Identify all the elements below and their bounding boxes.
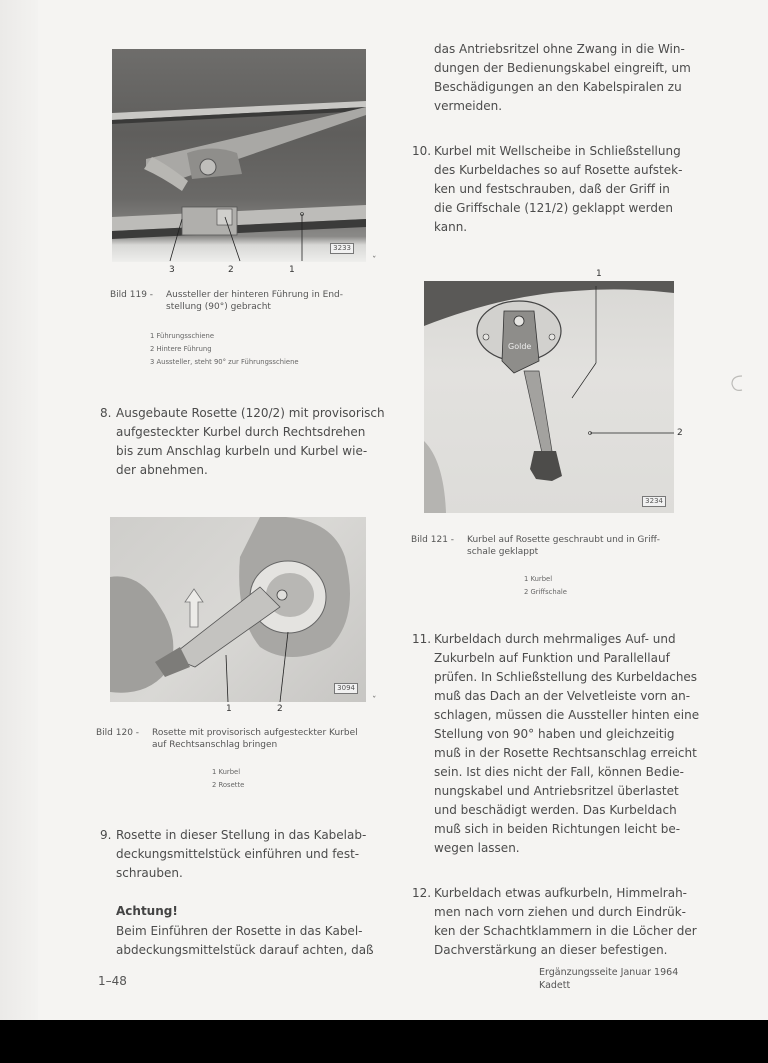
figure-119-caption <box>110 289 343 313</box>
legend-item: 2 Hintere Führung <box>150 345 212 353</box>
figure-120-callout-2: 2 <box>277 704 283 714</box>
step-8-line: bis zum Anschlag kurbeln und Kurbel wie- <box>116 444 368 458</box>
continuation-line: vermeiden. <box>434 99 503 113</box>
step-9-line: schrauben. <box>116 866 183 880</box>
figure-121-number: 3234 <box>642 496 666 507</box>
scan-mark: ˇ <box>372 256 377 266</box>
step-8-line: Ausgebaute Rosette (120/2) mit provisorisch <box>116 406 385 420</box>
figure-120-legend <box>212 766 244 792</box>
legend-item: 2 Griffschale <box>524 588 567 596</box>
figure-120-number: 3094 <box>334 683 358 694</box>
figure-121-callout-1: 1 <box>596 269 602 279</box>
figure-119-caption-label: Bild 119 - <box>110 290 154 300</box>
page-footer <box>539 966 678 992</box>
scan-mark: ˇ <box>372 696 377 706</box>
scan-bottom-border <box>0 1020 768 1063</box>
step-11-number: 11. <box>412 632 432 646</box>
step-11-line: und beschädigt werden. Das Kurbeldach <box>434 803 677 817</box>
figure-120-caption <box>96 727 358 751</box>
continuation-text <box>434 40 691 116</box>
step-10-number: 10. <box>412 144 432 158</box>
figure-120-caption-line-1: Rosette mit provisorisch aufgesteckter Kurbel <box>152 728 358 738</box>
crank-brand-label: Golde <box>508 342 532 351</box>
warning-text <box>116 922 374 960</box>
figure-121-caption-label: Bild 121 - <box>411 535 455 545</box>
step-10-line: kann. <box>434 220 468 234</box>
step-11-line: Kurbeldach durch mehrmaliges Auf- und <box>434 632 676 646</box>
continuation-line: das Antriebsritzel ohne Zwang in die Win- <box>434 42 685 56</box>
scan-edge-shadow <box>0 0 38 1020</box>
figure-119-callout-2: 2 <box>228 265 234 275</box>
legend-item: 3 Aussteller, steht 90° zur Führungsschiene <box>150 358 299 366</box>
figure-121-legend <box>524 573 567 599</box>
step-10-line: Kurbel mit Wellscheibe in Schließstellung <box>434 144 681 158</box>
step-8-number: 8. <box>100 406 112 420</box>
step-11 <box>412 630 699 858</box>
step-10-line: des Kurbeldaches so auf Rosette aufstek- <box>434 163 683 177</box>
legend-item: 1 Kurbel <box>524 575 553 583</box>
figure-119-photo <box>112 49 366 262</box>
step-11-line: nungskabel und Antriebsritzel überlastet <box>434 784 679 798</box>
warning-heading: Achtung! <box>116 904 178 918</box>
figure-120-photo <box>110 517 366 702</box>
step-11-line: sein. Ist dies nicht der Fall, können Bedie- <box>434 765 684 779</box>
step-11-line: Zukurbeln auf Funktion und Parallellauf <box>434 651 670 665</box>
step-9 <box>100 826 366 883</box>
warning-line: Beim Einführen der Rosette in das Kabel- <box>116 924 363 938</box>
hands-with-crank-illustration <box>110 517 366 702</box>
crank-in-handle-recess-illustration <box>424 281 674 513</box>
step-11-line: muß in der Rosette Rechtsanschlag erreicht <box>434 746 697 760</box>
figure-120-caption-line-2: auf Rechtsanschlag bringen <box>152 740 278 750</box>
figure-121-caption <box>411 534 660 558</box>
figure-119-caption-line-2: stellung (90°) gebracht <box>166 302 271 312</box>
step-12-line: men nach vorn ziehen und durch Eindrük- <box>434 905 686 919</box>
footer-model: Kadett <box>539 980 571 991</box>
step-11-line: schlagen, müssen die Aussteller hinten eine <box>434 708 700 722</box>
figure-119-callout-1: 1 <box>289 265 295 275</box>
step-12 <box>412 884 697 960</box>
footer-supplement-date: Ergänzungsseite Januar 1964 <box>539 967 679 978</box>
punch-hole-mark <box>728 372 750 394</box>
step-9-number: 9. <box>100 828 112 842</box>
figure-119-number: 3233 <box>330 243 354 254</box>
page-number: 1–48 <box>98 974 127 988</box>
step-12-number: 12. <box>412 886 432 900</box>
step-12-line: ken der Schachtklammern in die Löcher der <box>434 924 697 938</box>
step-9-line: deckungsmittelstück einführen und fest- <box>116 847 360 861</box>
step-10-line: ken und festschrauben, daß der Griff in <box>434 182 670 196</box>
figure-121-caption-line-1: Kurbel auf Rosette geschraubt und in Griff- <box>467 535 661 545</box>
step-8-line: der abnehmen. <box>116 463 208 477</box>
figure-119-callout-3: 3 <box>169 265 175 275</box>
roof-rail-mechanism-illustration <box>112 49 366 262</box>
figure-121-photo <box>424 281 674 513</box>
step-8 <box>100 404 385 480</box>
continuation-line: dungen der Bedienungskabel eingreift, um <box>434 61 691 75</box>
step-10 <box>412 142 682 237</box>
step-9-line: Rosette in dieser Stellung in das Kabelab- <box>116 828 367 842</box>
warning-line: abdeckungsmittelstück darauf achten, daß <box>116 943 374 957</box>
continuation-line: Beschädigungen an den Kabelspiralen zu <box>434 80 682 94</box>
step-11-line: prüfen. In Schließstellung des Kurbeldaches <box>434 670 698 684</box>
step-12-line: Dachverstärkung an dieser befestigen. <box>434 943 668 957</box>
figure-120-caption-label: Bild 120 - <box>96 728 140 738</box>
step-11-line: muß das Dach an der Velvetleiste vorn an- <box>434 689 691 703</box>
figure-119-legend <box>150 330 299 369</box>
legend-item: 1 Führungsschiene <box>150 332 215 340</box>
figure-121-callout-2: 2 <box>677 428 683 438</box>
step-11-line: Stellung von 90° haben und gleichzeitig <box>434 727 675 741</box>
step-11-line: wegen lassen. <box>434 841 520 855</box>
step-11-line: muß sich in beiden Richtungen leicht be- <box>434 822 681 836</box>
legend-item: 2 Rosette <box>212 781 245 789</box>
figure-119-caption-line-1: Aussteller der hinteren Führung in End- <box>166 290 343 300</box>
legend-item: 1 Kurbel <box>212 768 241 776</box>
step-8-line: aufgesteckter Kurbel durch Rechtsdrehen <box>116 425 366 439</box>
figure-120-callout-1: 1 <box>226 704 232 714</box>
step-10-line: die Griffschale (121/2) geklappt werden <box>434 201 673 215</box>
step-12-line: Kurbeldach etwas aufkurbeln, Himmelrah- <box>434 886 688 900</box>
figure-121-caption-line-2: schale geklappt <box>467 547 539 557</box>
